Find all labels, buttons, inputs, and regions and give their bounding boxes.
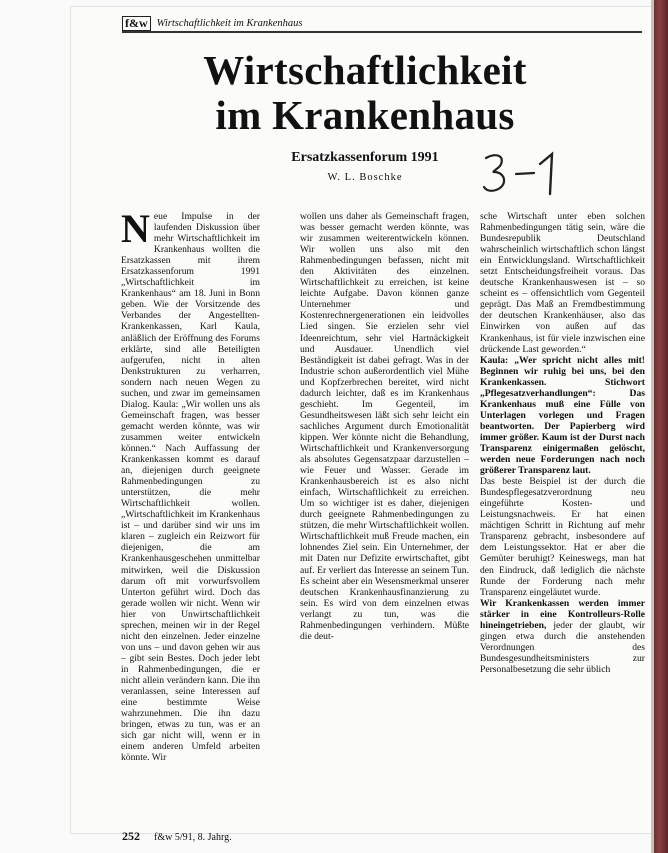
header-rule	[122, 31, 642, 33]
running-header	[122, 14, 642, 32]
issue-info: f&w 5/91, 8. Jahrg.	[154, 832, 232, 843]
handwritten-annotation	[480, 150, 570, 198]
column-3-paragraph-1: sche Wirtschaft unter eben solchen Rahmenbedingungen tätig sein, wäre die Bundesrepublik Deutschland wahrscheinlich wirtschaftlich schon längst ein Entwicklungsland. Wirtschaftlichkeit setzt Entscheidungsfreiheit voraus. Das deutsche Krankenhauswesen ist – so scheint es – offensichtlich vom Gegenteil geprägt. Das Maß an Fremdbestimmung der deutschen Krankenhäuser, also das Einwirken von außen auf das Krankenhaus, ist für viele inzwischen eine drückende Last geworden.“	[480, 211, 645, 355]
column-3-kassen-statement: Wir Krankenkassen werden immer stärker in eine Kontrolleurs-Rolle hineingetrieben,	[480, 597, 645, 631]
article-author: W. L. Boschke	[327, 172, 403, 183]
column-1-text: eue Impulse in der laufenden Diskussion über mehr Wirtschaftlichkeit im Krankenhaus wollten die Ersatzkassen mit ihrem Ersatzkassenforum 1991 „Wirtschaftlichkeit im Krankenhaus“ am 18. Juni in Bonn geben. Wie der Vorsitzende des Verbandes der Angestellten-Krankenkassen, Karl Kaula, anläßlich der Eröffnung des Forums erklärte, sind alle Beteiligten aufgerufen, nicht in alten Denkstrukturen zu verharren, sondern nach neuen Wegen zu suchen, und zwar im gemeinsamen Dialog. Kaula: „Wir wollen uns als Gemeinschaft fragen, was besser gemacht werden könnte, was wir zusammen weiter entwickeln können.“ Nach Auffassung der Krankenkassen kommt es darauf an, diejenigen durch geeignete Rahmenbedingungen zu unterstützen, die mehr Wirtschaftlichkeit wollen. „Wirtschaftlichkeit im Krankenhaus ist – und darüber sind wir uns im klaren – zugleich ein Reizwort für diejenigen, die am Krankenhausgeschehen unmittelbar mitwirken, weil die Diskussion darum oft mit vorwurfsvollem Unterton geführt wird. Doch das gerade wollen wir nicht. Wenn wir hier von Unwirtschaftlichkeit sprechen, meinen wir in der Regel nicht den einzelnen. Jeder einzelne von uns – und davon gehen wir aus – gibt sein Bestes. Doch jeder lebt in Rahmenbedingungen, die er nicht allein verändern kann. Die ihn veranlassen, seine Interessen auf eine bestimmte Weise wahrzunehmen. Die ihn dazu bringen, etwas zu tun, was er an sich gar nicht will, wenn er in einem anderen Umfeld arbeiten könnte. Wir	[121, 211, 260, 764]
journal-logo: f&w	[122, 16, 151, 31]
article-subtitle: Ersatzkassenforum 1991	[291, 150, 439, 165]
text-column-1	[121, 211, 260, 827]
article-title-line-2: im Krankenhaus	[215, 92, 515, 138]
binder-spine	[654, 0, 668, 853]
text-column-3	[480, 211, 645, 827]
page-number: 252	[122, 829, 140, 843]
article-title-line-1: Wirtschaftlichkeit	[203, 47, 527, 93]
article-title	[150, 48, 580, 138]
running-header-title: Wirtschaftlichkeit im Krankenhaus	[156, 17, 303, 29]
text-column-2	[300, 211, 469, 827]
page-footer	[122, 829, 232, 844]
column-3-paragraph-3: jeder der glaubt, wir gingen etwa durch die anstehenden Verordnungen des Bundesgesundheitsministers zur Personalbesetzung die sehr üblich	[480, 619, 645, 675]
handwritten-annotation-drawing	[480, 150, 570, 198]
drop-cap: N	[121, 211, 150, 251]
column-2-text: wollen uns daher als Gemeinschaft fragen, was besser gemacht werden könnte, was wir zusammen weiterentwickeln können. Wir wollen uns also mit den Rahmenbedingungen befassen, nicht mit den Aktivitäten des einzelnen. Wirtschaftlichkeit zu erreichen, ist keine leichte Aufgabe. Davon können ganze Unternehmer und Kostenrechnergenerationen ein leidvolles Lied singen. Sie erzielen sehr viel Ideenreichtum, sehr viel Hartnäckigkeit und Ausdauer. Unendlich viel Beständigkeit ist dabei gefragt. Was in der Industrie schon außerordentlich viel Mühe und Kopfzerbrechen bereitet, wird nicht dadurch leichter, daß es im Krankenhaus geschieht. Im Gegenteil, im Gesundheitswesen läßt sich sehr leicht ein sachliches Argument durch Emotionalität kippen. Wer könnte nicht die Behandlung, Wirtschaftlichkeit und Krankenversorgung als absolutes Gegensatzpaar darzustellen – wie Feuer und Wasser. Gerade im Krankenhausbereich ist es also nicht einfach, Wirtschaftlichkeit zu erreichen. Um so wichtiger ist es daher, diejenigen durch geeignete Rahmenbedingungen zu stützen, die mehr Wirtschaftlichkeit wollen. Wirtschaftlichkeit muß Freude machen, ein lohnendes Ziel sein. Ein Unternehmer, der mit Daten nur Defizite erwirtschaftet, gibt auf. Er verliert das Interesse an seinem Tun. Es scheint aber ein Wesensmerkmal unserer deutschen Krankenhausfinanzierung zu sein. Es wird von dem einzelnen etwas verlangt zu tun, was die Rahmenbedingungen verhindern. Müßte die deut-	[300, 211, 469, 642]
column-3-kaula-quote: Kaula: „Wer spricht nicht alles mit! Beginnen wir ruhig bei uns, bei den Krankenkassen. Stichwort „Pflegesatzverhandlungen“: Das Krankenhaus muß eine Fülle von Unterlagen vorlegen und Fragen beantworten. Der Papierberg wird immer größer. Kaum ist der Durst nach Transparenz einigermaßen gelöscht, werden neue Forderungen nach noch größerer Transparenz laut.	[480, 354, 645, 477]
column-3-paragraph-2: Das beste Beispiel ist der durch die Bundespflegesatzverordnung neu eingeführte Kosten- und Leistungsnachweis. Er hat einen mächtigen Schritt in Richtung auf mehr Transparenz gebracht, insbesondere auf dem Leistungssektor. Hat er aber die Gemüter beruhigt? Keineswegs, man hat den Eindruck, daß lediglich die nächste Runde der Forderung nach mehr Transparenz eingeläutet wurde.	[480, 476, 645, 598]
